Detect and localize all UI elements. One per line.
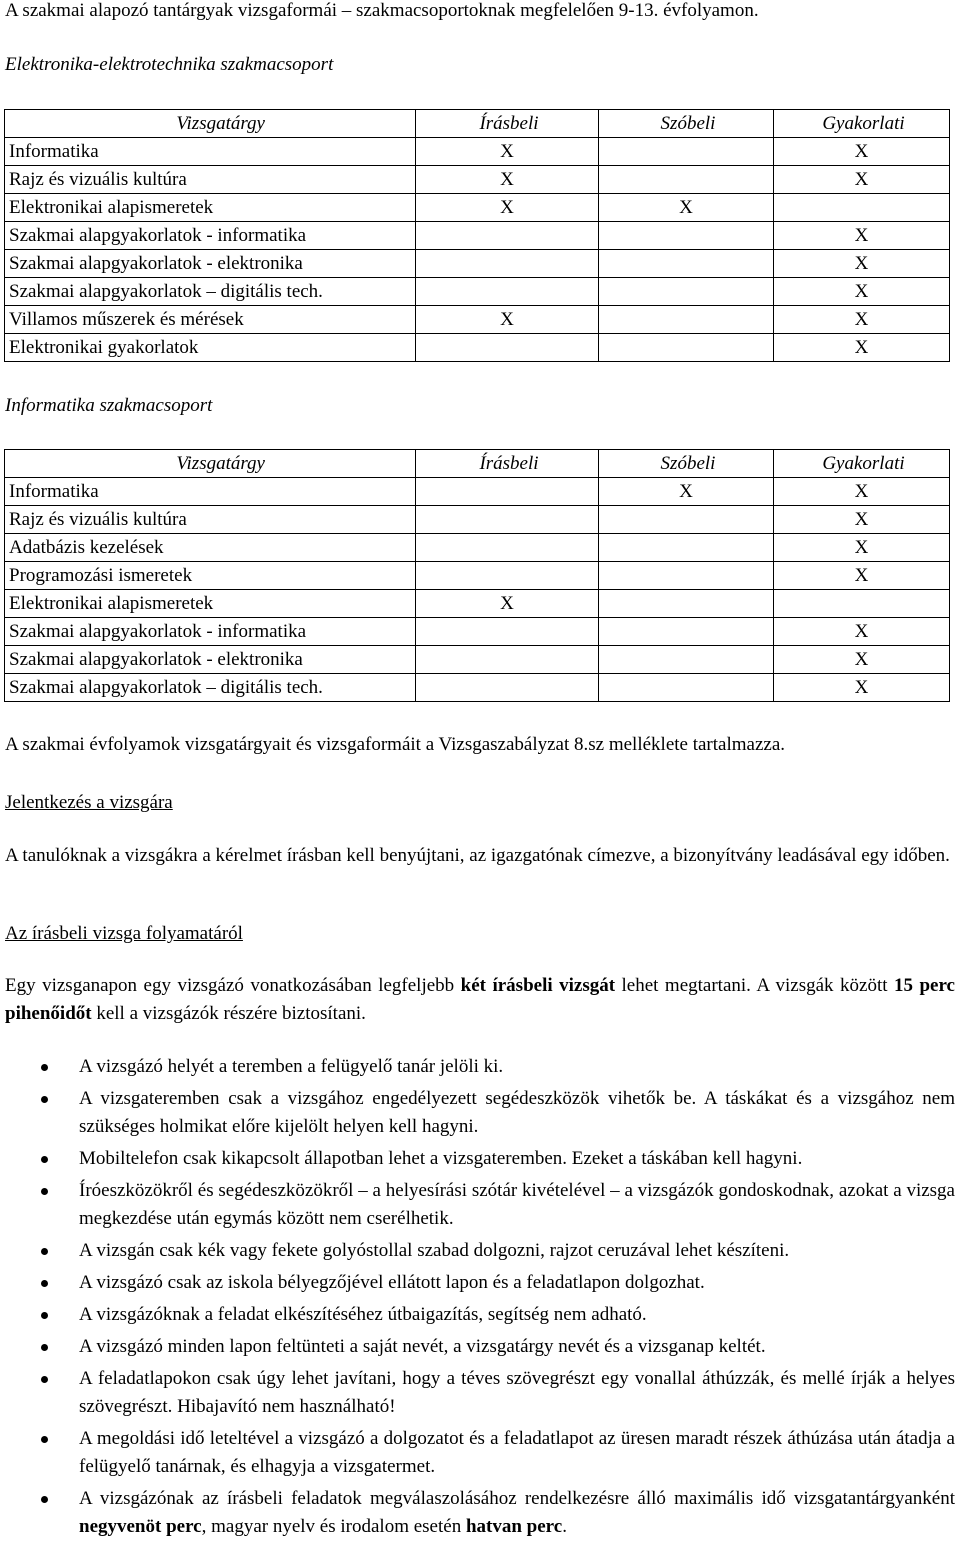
bold-run: két írásbeli vizsgát	[460, 975, 616, 996]
bullet-icon	[41, 1496, 48, 1503]
bullet-icon	[41, 1188, 48, 1195]
subject-cell: Informatika	[5, 478, 416, 506]
group2-header-row	[5, 450, 950, 478]
practical-mark-cell: X	[774, 334, 950, 362]
list-item	[0, 1085, 955, 1141]
list-item	[0, 1145, 955, 1173]
group2-title: Informatika szakmacsoport	[5, 395, 213, 416]
subject-cell: Elektronikai alapismeretek	[5, 194, 416, 222]
subject-cell: Szakmai alapgyakorlatok – digitális tech.	[5, 278, 416, 306]
oral-mark-cell	[599, 618, 774, 646]
header-practical: Gyakorlati	[774, 450, 950, 478]
header-subject: Vizsgatárgy	[5, 450, 416, 478]
bold-run: 15 perc pihenőidőt	[5, 975, 955, 1024]
practical-mark-cell: X	[774, 506, 950, 534]
table-row	[5, 590, 950, 618]
practical-mark-cell: X	[774, 138, 950, 166]
oral-mark-cell	[599, 222, 774, 250]
rule-text: A vizsgán csak kék vagy fekete golyóstollal szabad dolgozni, rajzot ceruzával lehet készíteni.	[79, 1240, 790, 1261]
table-row	[5, 278, 950, 306]
subject-cell: Villamos műszerek és mérések	[5, 306, 416, 334]
oral-mark-cell	[599, 590, 774, 618]
list-item	[0, 1177, 955, 1233]
written-mark-cell	[416, 478, 599, 506]
rule-text: A vizsgázó minden lapon feltünteti a saját nevét, a vizsgatárgy nevét és a vizsganap keltét.	[79, 1336, 766, 1357]
practical-mark-cell: X	[774, 562, 950, 590]
practical-mark-cell: X	[774, 306, 950, 334]
group1-title: Elektronika-elektrotechnika szakmacsoport	[5, 54, 334, 75]
oral-mark-cell	[599, 562, 774, 590]
written-exam-heading: Az írásbeli vizsga folyamatáról	[5, 923, 243, 944]
bullet-icon	[41, 1248, 48, 1255]
written-mark-cell	[416, 534, 599, 562]
subject-cell: Adatbázis kezelések	[5, 534, 416, 562]
practical-mark-cell: X	[774, 278, 950, 306]
list-item	[0, 1333, 955, 1361]
written-mark-cell: X	[416, 166, 599, 194]
table-row	[5, 166, 950, 194]
text-run: lehet megtartani. A vizsgák között	[615, 975, 894, 996]
list-item	[0, 1425, 955, 1481]
header-written: Írásbeli	[416, 450, 599, 478]
subject-cell: Szakmai alapgyakorlatok - elektronika	[5, 250, 416, 278]
registration-text: A tanulóknak a vizsgákra a kérelmet írásban kell benyújtani, az igazgatónak címezve, a bizonyítvány leadásával egy időben.	[5, 845, 950, 866]
practical-mark-cell: X	[774, 250, 950, 278]
group1-table	[4, 109, 950, 362]
subject-cell: Szakmai alapgyakorlatok - elektronika	[5, 646, 416, 674]
oral-mark-cell	[599, 506, 774, 534]
bullet-icon	[41, 1436, 48, 1443]
text-run: Egy vizsganapon egy vizsgázó vonatkozásában legfeljebb	[5, 975, 461, 996]
subject-cell: Szakmai alapgyakorlatok - informatika	[5, 618, 416, 646]
written-mark-cell	[416, 278, 599, 306]
written-mark-cell	[416, 222, 599, 250]
oral-mark-cell	[599, 306, 774, 334]
written-mark-cell: X	[416, 138, 599, 166]
bullet-icon	[41, 1156, 48, 1163]
header-written: Írásbeli	[416, 110, 599, 138]
table-row	[5, 334, 950, 362]
list-item	[0, 1301, 955, 1329]
table-row	[5, 534, 950, 562]
practical-mark-cell: X	[774, 166, 950, 194]
practical-mark-cell: X	[774, 478, 950, 506]
header-practical: Gyakorlati	[774, 110, 950, 138]
text-run: A vizsgázónak az írásbeli feladatok megválaszolásához rendelkezésre álló maximális idő vizsgatantárgyanként	[79, 1488, 955, 1509]
text-run: , magyar nyelv és irodalom esetén	[201, 1516, 466, 1537]
written-mark-cell: X	[416, 590, 599, 618]
oral-mark-cell	[599, 138, 774, 166]
written-exam-paragraph	[5, 972, 955, 1028]
practical-mark-cell: X	[774, 534, 950, 562]
subject-cell: Elektronikai gyakorlatok	[5, 334, 416, 362]
written-mark-cell: X	[416, 306, 599, 334]
practical-mark-cell: X	[774, 618, 950, 646]
oral-mark-cell: X	[599, 478, 774, 506]
written-mark-cell	[416, 506, 599, 534]
table-row	[5, 562, 950, 590]
bullet-icon	[41, 1064, 48, 1071]
oral-mark-cell	[599, 278, 774, 306]
header-oral: Szóbeli	[599, 110, 774, 138]
practical-mark-cell	[774, 194, 950, 222]
bullet-icon	[41, 1096, 48, 1103]
subject-cell: Szakmai alapgyakorlatok – digitális tech.	[5, 674, 416, 702]
bullet-icon	[41, 1312, 48, 1319]
registration-heading: Jelentkezés a vizsgára	[5, 792, 173, 813]
oral-mark-cell	[599, 534, 774, 562]
text-run: kell a vizsgázók részére biztosítani.	[91, 1003, 366, 1024]
oral-mark-cell	[599, 166, 774, 194]
bold-run: hatvan perc	[465, 1516, 563, 1537]
bullet-icon	[41, 1344, 48, 1351]
oral-mark-cell: X	[599, 194, 774, 222]
group1-header-row	[5, 110, 950, 138]
table-row	[5, 306, 950, 334]
regulation-note: A szakmai évfolyamok vizsgatárgyait és vizsgaformáit a Vizsgaszabályzat 8.sz melléklete tartalmazza.	[5, 734, 786, 755]
list-item	[0, 1365, 955, 1421]
rule-text: A vizsgázóknak a feladat elkészítéséhez útbaigazítás, segítség nem adható.	[79, 1304, 647, 1325]
bullet-icon	[41, 1376, 48, 1383]
table-row	[5, 618, 950, 646]
header-subject: Vizsgatárgy	[5, 110, 416, 138]
intro-line: A szakmai alapozó tantárgyak vizsgaformái – szakmacsoportoknak megfelelően 9-13. évfolyamon.	[5, 0, 759, 21]
text-run: .	[562, 1516, 567, 1537]
written-mark-cell	[416, 618, 599, 646]
rule-text: A vizsgateremben csak a vizsgához engedélyezett segédeszközök vihetők be. A táskákat és a vizsgához nem szükséges holmikat előre kijelölt helyen kell hagyni.	[79, 1088, 955, 1137]
written-mark-cell	[416, 562, 599, 590]
rule-text: Mobiltelefon csak kikapcsolt állapotban lehet a vizsgateremben. Ezeket a táskában kell hagyni.	[79, 1148, 803, 1169]
table-row	[5, 250, 950, 278]
rule-text: A vizsgázó helyét a teremben a felügyelő tanár jelöli ki.	[79, 1056, 504, 1077]
oral-mark-cell	[599, 250, 774, 278]
table-row	[5, 194, 950, 222]
written-mark-cell	[416, 674, 599, 702]
rule-text: A megoldási idő leteltével a vizsgázó a dolgozatot és a feladatlapot az üresen maradt részek áthúzása után átadja a felügyelő tanárnak, és elhagyja a vizsgatermet.	[79, 1428, 955, 1477]
written-mark-cell	[416, 250, 599, 278]
written-mark-cell: X	[416, 194, 599, 222]
oral-mark-cell	[599, 334, 774, 362]
group2-table	[4, 449, 950, 702]
practical-mark-cell: X	[774, 222, 950, 250]
list-item	[0, 1485, 955, 1541]
written-mark-cell	[416, 334, 599, 362]
oral-mark-cell	[599, 674, 774, 702]
list-item	[0, 1053, 955, 1081]
written-mark-cell	[416, 646, 599, 674]
subject-cell: Rajz és vizuális kultúra	[5, 506, 416, 534]
list-item	[0, 1237, 955, 1265]
bold-run: negyvenöt perc	[79, 1516, 202, 1537]
table-row	[5, 478, 950, 506]
table-row	[5, 674, 950, 702]
exam-rules-list	[0, 1053, 955, 1541]
header-oral: Szóbeli	[599, 450, 774, 478]
practical-mark-cell: X	[774, 674, 950, 702]
practical-mark-cell: X	[774, 646, 950, 674]
bullet-icon	[41, 1280, 48, 1287]
subject-cell: Szakmai alapgyakorlatok - informatika	[5, 222, 416, 250]
rule-text: A feladatlapokon csak úgy lehet javítani, hogy a téves szövegrészt egy vonallal áthúzzák, és mellé írják a helyes szövegrészt. Hibajavító nem használható!	[79, 1368, 955, 1417]
rule-text: A vizsgázó csak az iskola bélyegzőjével ellátott lapon és a feladatlapon dolgozhat.	[79, 1272, 705, 1293]
rule-text: Íróeszközökről és segédeszközökről – a helyesírási szótár kivételével – a vizsgázók gondoskodnak, azokat a vizsga megkezdése után egymás között nem cserélhetik.	[79, 1180, 955, 1229]
table-row	[5, 138, 950, 166]
subject-cell: Rajz és vizuális kultúra	[5, 166, 416, 194]
subject-cell: Elektronikai alapismeretek	[5, 590, 416, 618]
subject-cell: Programozási ismeretek	[5, 562, 416, 590]
subject-cell: Informatika	[5, 138, 416, 166]
table-row	[5, 646, 950, 674]
table-row	[5, 506, 950, 534]
practical-mark-cell	[774, 590, 950, 618]
oral-mark-cell	[599, 646, 774, 674]
list-item	[0, 1269, 955, 1297]
table-row	[5, 222, 950, 250]
